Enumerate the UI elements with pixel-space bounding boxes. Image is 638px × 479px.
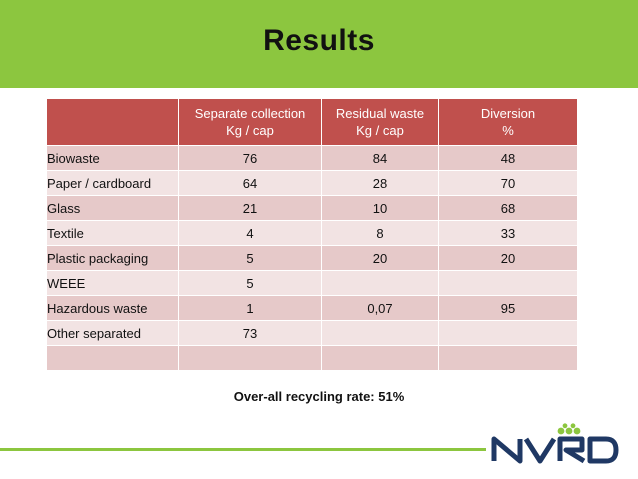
- table-row: [47, 221, 578, 246]
- row-label: WEEE: [47, 271, 179, 296]
- header-unit: Kg / cap: [226, 123, 274, 138]
- table-row: [47, 346, 578, 371]
- residual-waste-cell: 20: [322, 246, 439, 271]
- row-label: Hazardous waste: [47, 296, 179, 321]
- table-row: [47, 321, 578, 346]
- table-row: [47, 196, 578, 221]
- separate-collection-cell: 1: [179, 296, 322, 321]
- logo-letters: [494, 439, 616, 461]
- diversion-cell: [439, 321, 578, 346]
- separate-collection-cell: 5: [179, 246, 322, 271]
- separate-collection-cell: 21: [179, 196, 322, 221]
- header-diversion: [439, 99, 578, 146]
- logo-dots: [558, 423, 581, 434]
- table-header-row: [47, 99, 578, 146]
- row-label: Biowaste: [47, 146, 179, 171]
- header-line: Separate collection: [194, 106, 306, 121]
- row-label: [47, 346, 179, 371]
- header-cell-blank: [47, 99, 179, 146]
- footer-rule: [0, 448, 486, 451]
- row-label: Paper / cardboard: [47, 171, 179, 196]
- table-row: [47, 246, 578, 271]
- separate-collection-cell: [179, 346, 322, 371]
- diversion-cell: 70: [439, 171, 578, 196]
- table-row: [47, 296, 578, 321]
- residual-waste-cell: 28: [322, 171, 439, 196]
- residual-waste-cell: 0,07: [322, 296, 439, 321]
- separate-collection-cell: 64: [179, 171, 322, 196]
- diversion-cell: 68: [439, 196, 578, 221]
- nvrd-logo: [490, 423, 620, 467]
- residual-waste-cell: [322, 271, 439, 296]
- residual-waste-cell: [322, 321, 439, 346]
- row-label: Glass: [47, 196, 179, 221]
- table-row: [47, 271, 578, 296]
- diversion-cell: 48: [439, 146, 578, 171]
- table-row: [47, 171, 578, 196]
- separate-collection-cell: 4: [179, 221, 322, 246]
- row-label: Textile: [47, 221, 179, 246]
- header-unit: %: [502, 123, 514, 138]
- row-label: Plastic packaging: [47, 246, 179, 271]
- slide-title: Results: [263, 24, 375, 57]
- table-row: [47, 146, 578, 171]
- residual-waste-cell: 8: [322, 221, 439, 246]
- recycling-rate-summary: Over-all recycling rate: 51%: [233, 389, 405, 404]
- header-separate-collection: [179, 99, 322, 146]
- results-table: [46, 98, 578, 371]
- diversion-cell: 20: [439, 246, 578, 271]
- row-label: Other separated: [47, 321, 179, 346]
- header-unit: Kg / cap: [356, 123, 404, 138]
- header-line: Diversion: [480, 106, 536, 121]
- separate-collection-cell: 76: [179, 146, 322, 171]
- diversion-cell: [439, 271, 578, 296]
- diversion-cell: 95: [439, 296, 578, 321]
- residual-waste-cell: 84: [322, 146, 439, 171]
- diversion-cell: 33: [439, 221, 578, 246]
- header-residual-waste: [322, 99, 439, 146]
- separate-collection-cell: 73: [179, 321, 322, 346]
- diversion-cell: [439, 346, 578, 371]
- separate-collection-cell: 5: [179, 271, 322, 296]
- residual-waste-cell: [322, 346, 439, 371]
- residual-waste-cell: 10: [322, 196, 439, 221]
- header-line: Residual waste: [335, 106, 425, 121]
